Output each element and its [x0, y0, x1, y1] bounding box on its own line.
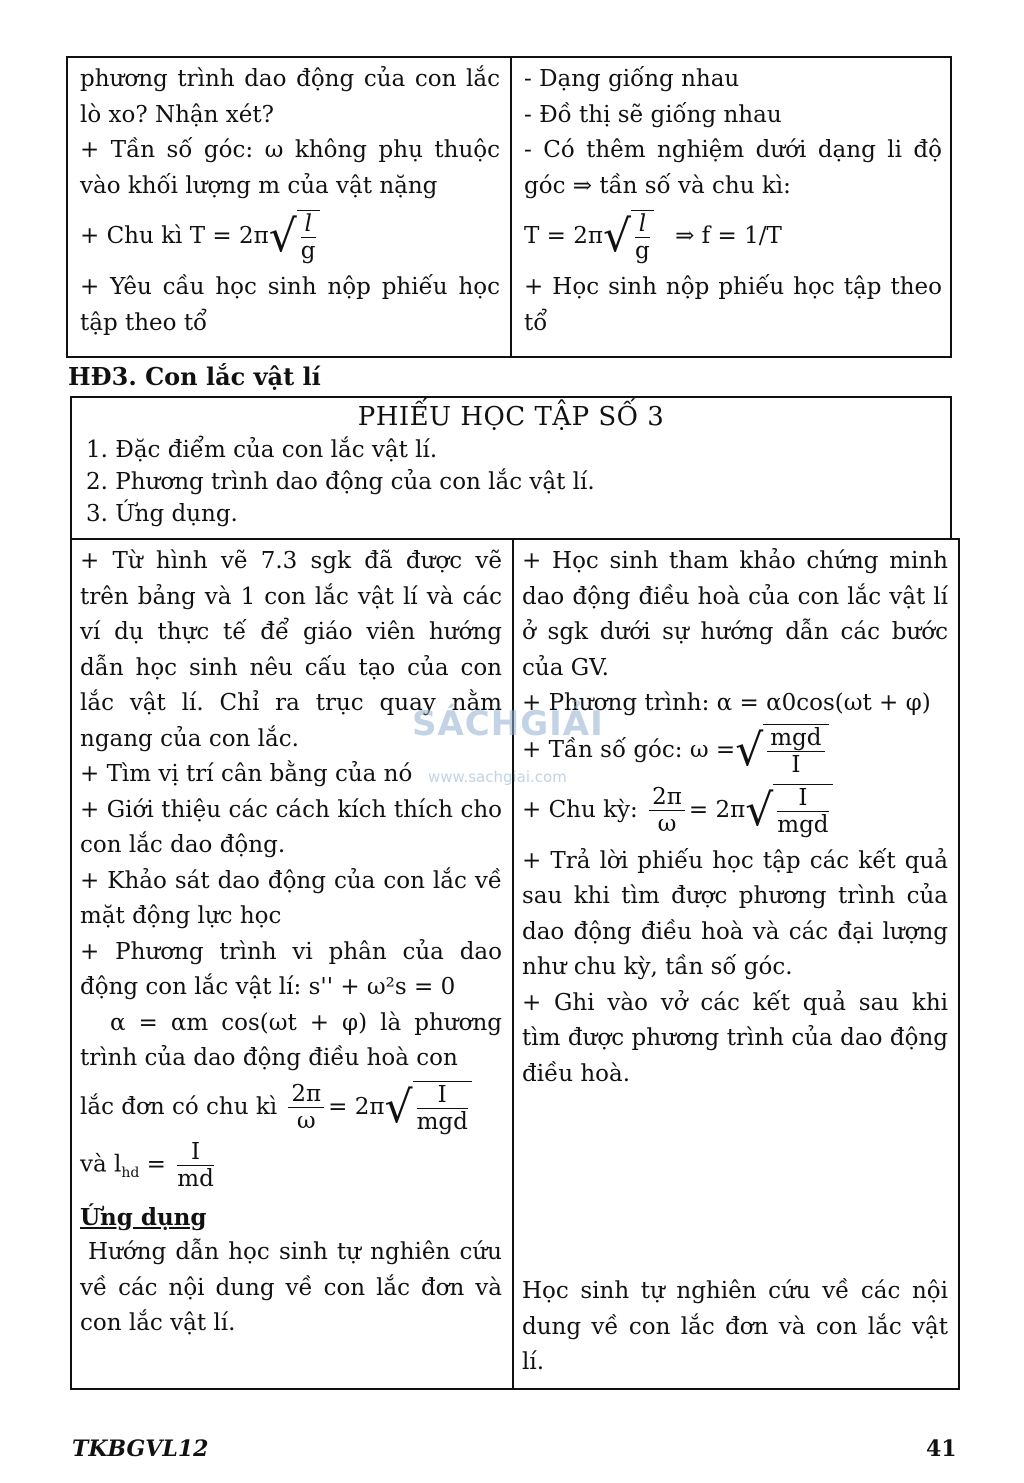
top-table	[66, 56, 952, 358]
page-number: 41	[926, 1436, 957, 1462]
worksheet-title: PHIẾU HỌC TẬP SỐ 3	[357, 402, 665, 432]
main-left-p6: α = αm cos(ωt + φ) là phương trình của dao động điều hoà con	[80, 1009, 502, 1071]
main-right-p2: + Phương trình: α = α0cos(ωt + φ)	[522, 690, 931, 716]
top-right-line-3: - Có thêm nghiệm dưới dạng li độ góc ⇒ tần số và chu kì:	[524, 137, 942, 199]
top-right-line-2: - Đồ thị sẽ giống nhau	[524, 101, 782, 128]
main-left-p4: + Khảo sát dao động của con lắc về mặt động lực học	[80, 867, 502, 929]
worksheet-box	[70, 396, 952, 540]
main-left-lhd-formula: và $l_{hd}$ = $\frac{I}{md}$	[80, 1138, 214, 1192]
top-right-line-1: - Dạng giống nhau	[524, 66, 740, 92]
main-left-p5: + Phương trình vi phân của dao động con lắc vật lí: s'' + ω²s = 0	[80, 938, 502, 1000]
top-right-period-formula: T = 2π√ $\frac{l}{g}$ ⇒ f = 1/T	[524, 211, 782, 264]
main-right-period: + Chu kỳ: $\frac{2\pi}{\omega}$ = 2π√ I mgd	[522, 784, 948, 838]
main-left-period-formula: lắc đơn có chu kì $\frac{2\pi}{\omega}$ = 2π√ I mgd	[80, 1081, 502, 1135]
top-left-line-4: + Yêu cầu học sinh nộp phiếu học tập theo tổ	[80, 274, 500, 336]
application-text: Hướng dẫn học sinh tự nghiên cứu về các nội dung về con lắc đơn và con lắc vật lí.	[80, 1239, 502, 1336]
top-left-cell	[68, 58, 510, 356]
main-left-p3: + Giới thiệu các cách kích thích cho con lắc dao động.	[80, 796, 502, 858]
main-table	[70, 538, 960, 1390]
worksheet-item-1: 1. Đặc điểm của con lắc vật lí.	[86, 437, 438, 463]
main-right-p5: + Trả lời phiếu học tập các kết quả sau khi tìm được phương trình của dao động điều hoà và các đại lượng như chu kỳ, tần số góc.	[522, 847, 948, 980]
main-left-p2: + Tìm vị trí cân bằng của nó	[80, 761, 413, 787]
main-right-p1: + Học sinh tham khảo chứng minh dao động điều hoà của con lắc vật lí ở sgk dưới sự hướng dẫn các bước của GV.	[522, 548, 948, 681]
main-left-cell	[72, 540, 512, 1388]
worksheet-item-3: 3. Ứng dụng.	[86, 501, 238, 527]
main-left-p1: + Từ hình vẽ 7.3 sgk đã được vẽ trên bảng và 1 con lắc vật lí và các ví dụ thực tế để giáo viên hướng dẫn học sinh nêu cấu tạo của con lắc vật lí. Chỉ ra trục quay nằm ngang của con lắc.	[80, 548, 502, 752]
main-right-angular-frequency: + Tần số góc: ω =√ mgd I	[522, 724, 948, 778]
top-left-line-1: phương trình dao động của con lắc lò xo? Nhận xét?	[80, 66, 500, 128]
application-heading: Ứng dụng	[80, 1203, 207, 1231]
main-right-p6: + Ghi vào vở các kết quả sau khi tìm được phương trình của dao động điều hoà.	[522, 989, 948, 1087]
watermark-brand: SÁCHGIẢI	[412, 704, 604, 744]
main-right-p7: Học sinh tự nghiên cứu về các nội dung về con lắc đơn và con lắc vật lí.	[522, 1278, 948, 1375]
top-right-line-5: + Học sinh nộp phiếu học tập theo tổ	[524, 274, 942, 336]
footer-book-code: TKBGVL12	[72, 1436, 209, 1462]
watermark-url: www.sachgiai.com	[428, 768, 567, 786]
top-left-line-2: + Tần số góc: ω không phụ thuộc vào khối lượng m của vật nặng	[80, 137, 500, 199]
main-right-cell	[514, 540, 960, 1388]
worksheet-item-2: 2. Phương trình dao động của con lắc vật lí.	[86, 469, 595, 495]
top-left-period-formula: + Chu kì T = 2π√ $\frac{l}{g}$	[80, 210, 500, 264]
top-right-cell	[512, 58, 952, 356]
section-heading: HĐ3. Con lắc vật lí	[68, 362, 321, 391]
